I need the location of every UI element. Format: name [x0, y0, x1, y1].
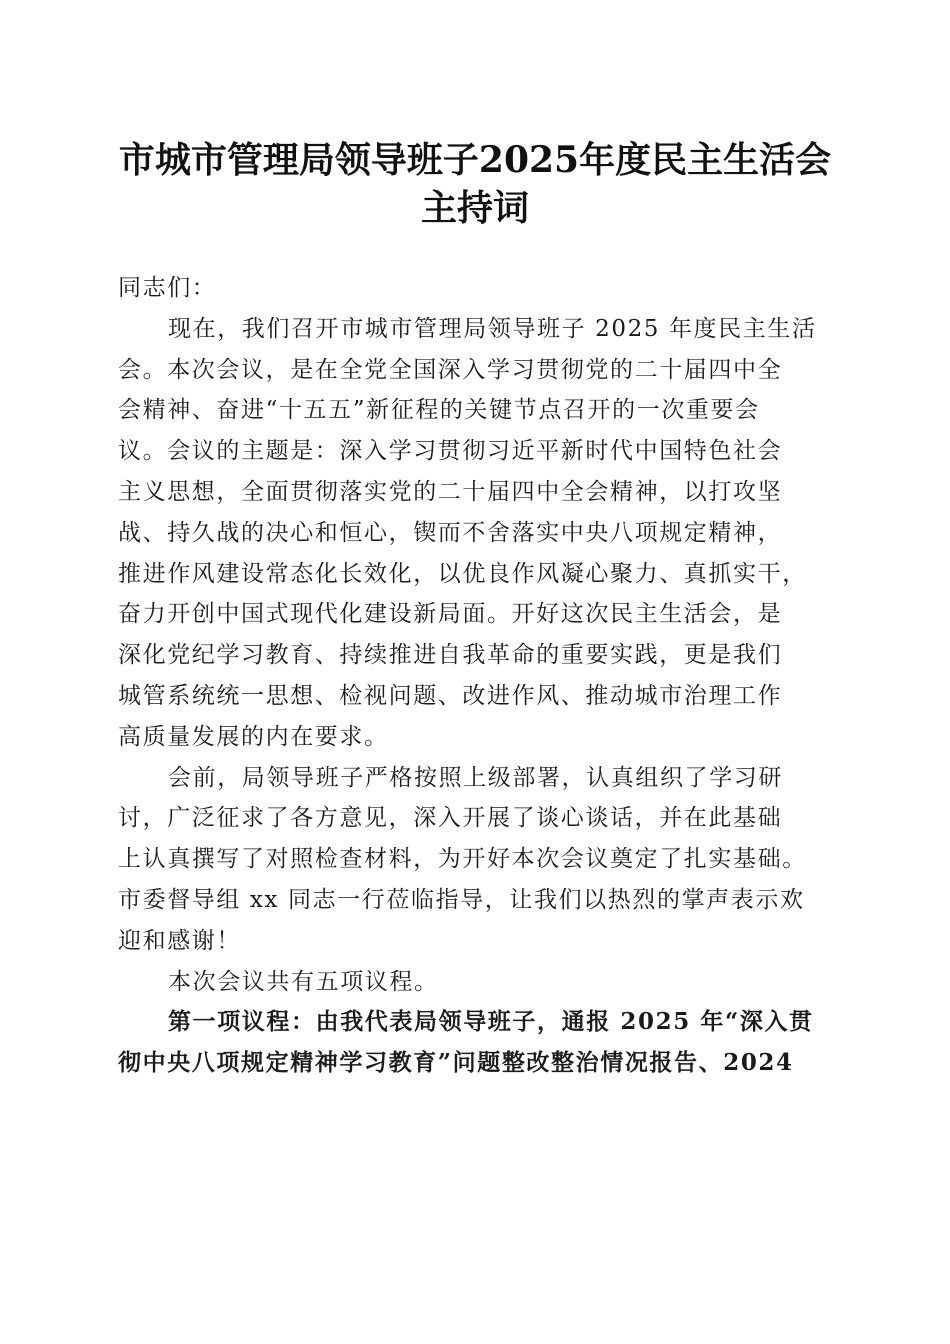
paragraph-line: 会。本次会议，是在全党全国深入学习贯彻党的二十届四中全: [118, 356, 783, 383]
paragraph-line: 会精神、奋进“十五五”新征程的关键节点召开的一次重要会: [118, 397, 760, 424]
paragraph-opening: [118, 309, 838, 758]
document-body: [118, 268, 838, 1084]
paragraph-line: 第一项议程：由我代表局领导班子，通报 2025 年“深入贯: [168, 1008, 814, 1036]
paragraph-line: 彻中央八项规定精神学习教育”问题整改整治情况报告、2024: [118, 1049, 794, 1077]
paragraph-line: 上认真撰写了对照检查材料，为开好本次会议奠定了扎实基础。: [118, 846, 807, 873]
paragraph-line: 议。会议的主题是：深入学习贯彻习近平新时代中国特色社会: [118, 438, 783, 465]
paragraph-preparation: [118, 758, 838, 962]
paragraph-line: 城管系统统一思想、检视问题、改进作风、推动城市治理工作: [118, 682, 783, 709]
paragraph-line: 讨，广泛征求了各方意见，深入开展了谈心谈话，并在此基础: [118, 805, 783, 832]
salutation: 同志们：: [118, 275, 217, 301]
paragraph-line: 高质量发展的内在要求。: [118, 723, 389, 750]
paragraph-line: 推进作风建设常态化长效化，以优良作风凝心聚力、真抓实干，: [118, 560, 807, 587]
paragraph-line: 会前，局领导班子严格按照上级部署，认真组织了学习研: [168, 764, 783, 791]
title-line-1: 市城市管理局领导班子2025年度民主生活会: [118, 139, 832, 181]
title-line-2: 主持词: [420, 187, 529, 229]
paragraph-agenda-item-1: [118, 1002, 838, 1084]
paragraph-line: 迎和感谢！: [118, 927, 241, 954]
paragraph-line: 深化党纪学习教育、持续推进自我革命的重要实践，更是我们: [118, 642, 783, 669]
paragraph-line: 主义思想，全面贯彻落实党的二十届四中全会精神，以打攻坚: [118, 478, 783, 505]
paragraph-line: 本次会议共有五项议程。: [168, 968, 439, 995]
paragraph-line: 战、持久战的决心和恒心，锲而不舍落实中央八项规定精神，: [118, 519, 783, 546]
paragraph-line: 现在，我们召开市城市管理局领导班子 2025 年度民主生活: [168, 315, 817, 342]
document-title: [0, 136, 950, 232]
paragraph-agenda-intro: [118, 962, 838, 1003]
paragraph-line: 奋力开创中国式现代化建设新局面。开好这次民主生活会，是: [118, 601, 783, 628]
paragraph-line: 市委督导组 xx 同志一行莅临指导，让我们以热烈的掌声表示欢: [118, 886, 805, 913]
